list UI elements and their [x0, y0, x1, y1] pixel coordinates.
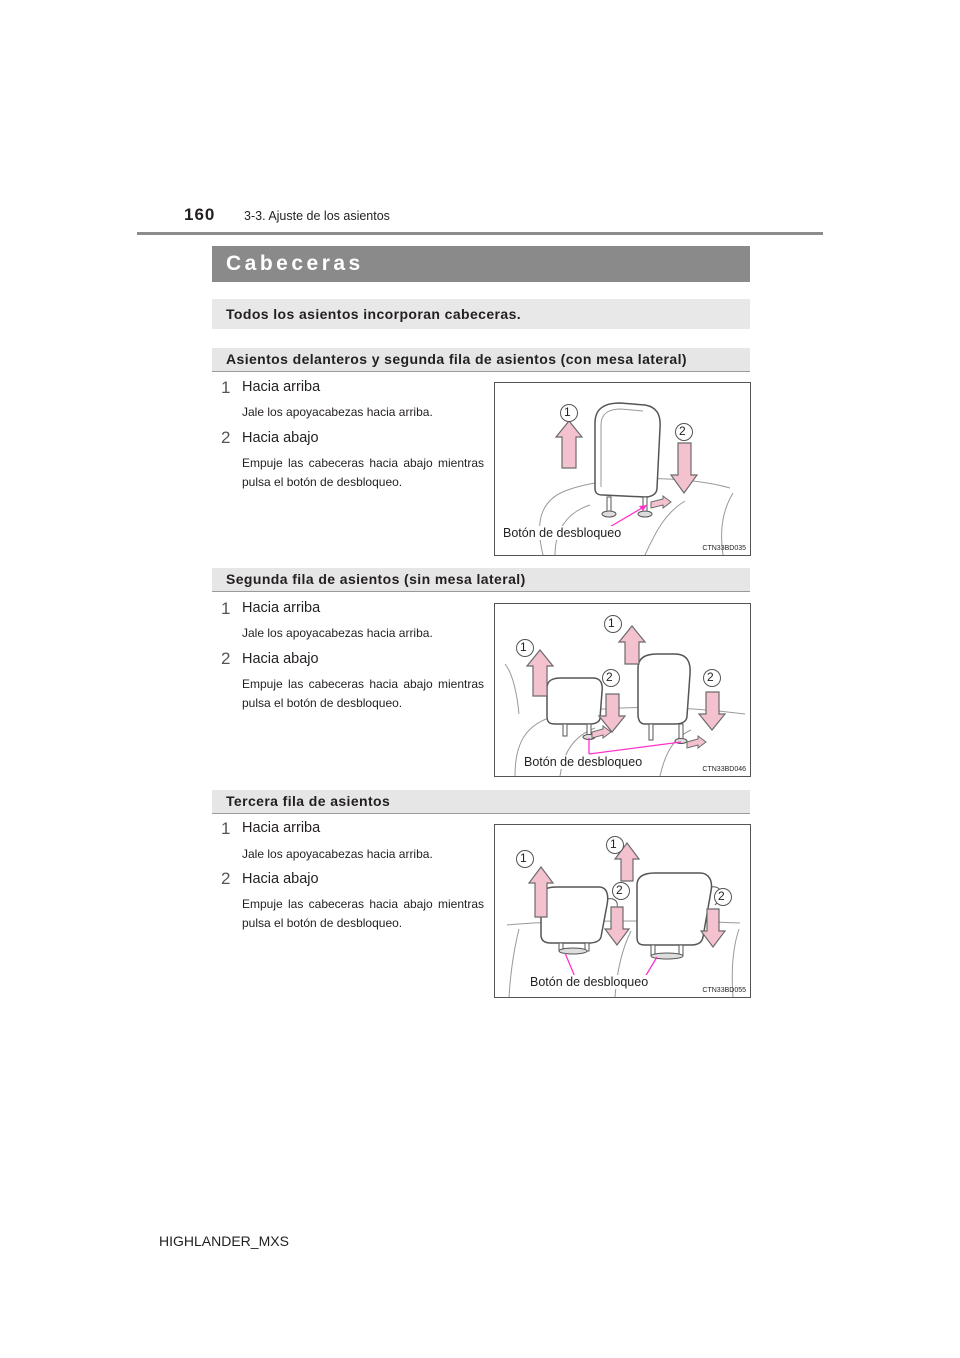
step-title-down: Hacia abajo [242, 871, 319, 887]
header-rule [137, 232, 823, 235]
step-number-2: 2 [221, 649, 231, 668]
callout-1: 1 [564, 405, 571, 419]
step-number-1: 1 [221, 599, 231, 618]
subsection-heading-text: Segunda fila de asientos (sin mesa lateral) [226, 571, 526, 587]
step-desc-up: Jale los apoyacabezas hacia arriba. [242, 847, 433, 861]
step-desc-down: Empuje las cabeceras hacia abajo mientras pulsa el botón de desbloqueo. [242, 456, 484, 489]
title-bar [212, 246, 750, 282]
headrest-illustration [495, 825, 750, 997]
page-title: Cabeceras [226, 252, 364, 275]
callout-2-right: 2 [707, 670, 714, 684]
callout-2-left: 2 [606, 670, 613, 684]
step-title-down: Hacia abajo [242, 651, 319, 667]
release-button-label: Botón de desbloqueo [530, 975, 649, 989]
step-desc-up: Jale los apoyacabezas hacia arriba. [242, 405, 433, 419]
figure-code: CTN33BD035 [702, 545, 746, 552]
figure-third-row-headrest [494, 824, 751, 998]
callout-1-left: 1 [520, 640, 527, 654]
step-desc-down: Empuje las cabeceras hacia abajo mientras pulsa el botón de desbloqueo. [242, 897, 484, 930]
headrest-illustration [495, 604, 750, 776]
figure-second-row-headrest [494, 603, 751, 777]
subsection-heading-text: Tercera fila de asientos [226, 793, 391, 809]
figure-code: CTN33BD046 [702, 766, 746, 773]
step-title-up: Hacia arriba [242, 600, 321, 616]
callout-2: 2 [679, 424, 686, 438]
section-header: 3-3. Ajuste de los asientos [244, 209, 390, 223]
figure-code: CTN33BD055 [702, 987, 746, 994]
step-number-1: 1 [221, 819, 231, 838]
intro-text: Todos los asientos incorporan cabeceras. [226, 306, 522, 322]
intro-box [212, 299, 750, 329]
callout-1-right: 1 [608, 616, 615, 630]
callout-1-left: 1 [520, 851, 527, 865]
release-button-label: Botón de desbloqueo [503, 526, 622, 540]
step-title-up: Hacia arriba [242, 379, 321, 395]
subsection-heading-third-row [212, 790, 750, 814]
step-number-1: 1 [221, 378, 231, 397]
step-desc-up: Jale los apoyacabezas hacia arriba. [242, 626, 433, 640]
step-number-2: 2 [221, 428, 231, 447]
step-title-up: Hacia arriba [242, 820, 321, 836]
callout-1-right: 1 [610, 837, 617, 851]
footer-model: HIGHLANDER_MXS [159, 1233, 289, 1249]
subsection-heading-text: Asientos delanteros y segunda fila de asientos (con mesa lateral) [226, 351, 687, 367]
subsection-heading-front [212, 348, 750, 372]
callout-2-right: 2 [718, 889, 725, 903]
release-button-label: Botón de desbloqueo [524, 755, 643, 769]
figure-front-headrest [494, 382, 751, 556]
callout-2-left: 2 [616, 883, 623, 897]
page-number: 160 [184, 205, 216, 224]
step-number-2: 2 [221, 869, 231, 888]
step-title-down: Hacia abajo [242, 430, 319, 446]
subsection-heading-second-row [212, 568, 750, 592]
step-desc-down: Empuje las cabeceras hacia abajo mientras pulsa el botón de desbloqueo. [242, 677, 484, 710]
